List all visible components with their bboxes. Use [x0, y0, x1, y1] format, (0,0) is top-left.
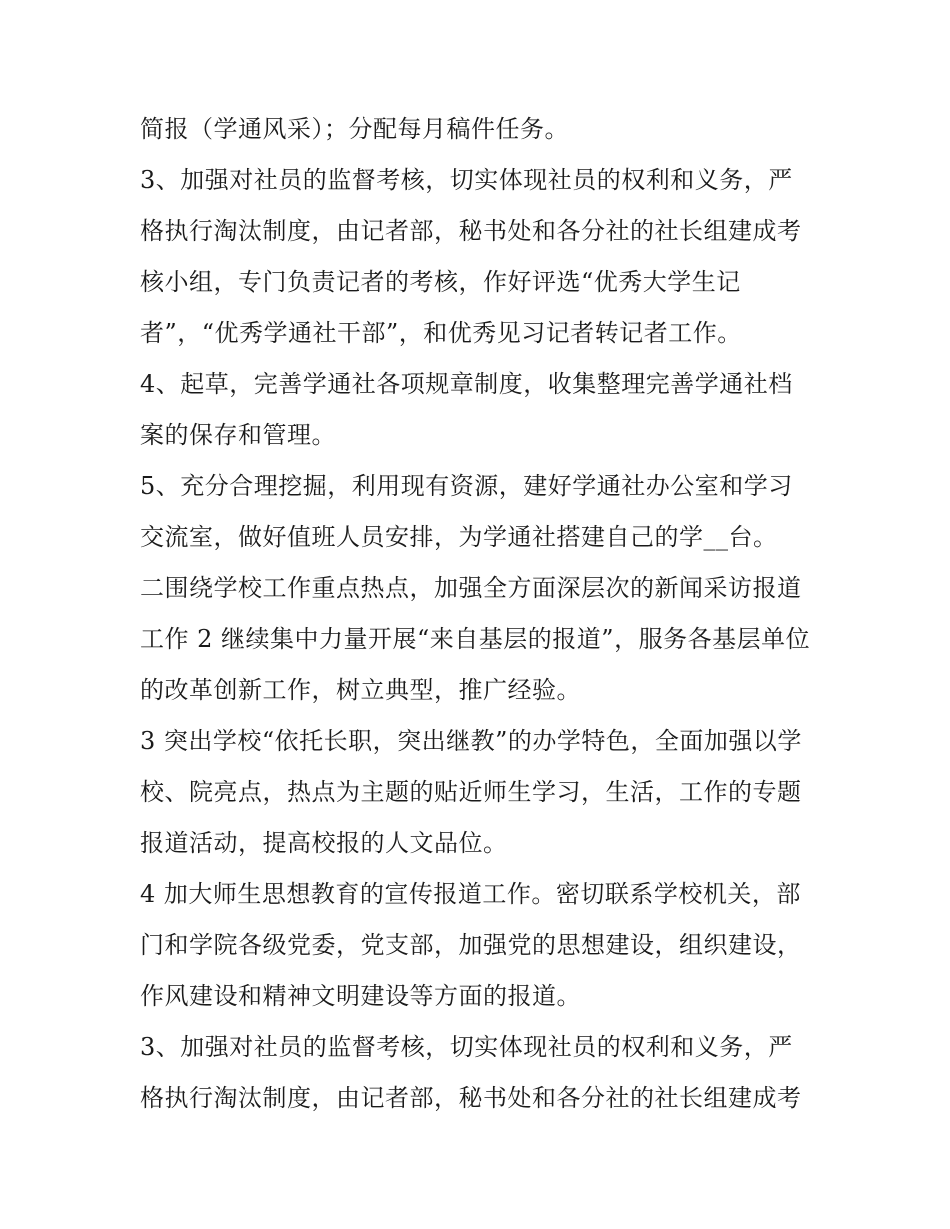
text-line: 3、加强对社员的监督考核，切实体现社员的权利和义务，严: [140, 1033, 793, 1061]
text-line: 案的保存和管理。: [140, 421, 336, 449]
text-line: 二围绕学校工作重点热点，加强全方面深层次的新闻采访报道: [140, 574, 802, 602]
text-line: 门和学院各级党委，党支部，加强党的思想建设，组织建设，: [140, 931, 802, 959]
text-line: 3、加强对社员的监督考核，切实体现社员的权利和义务，严: [140, 166, 793, 194]
text-line: 的改革创新工作，树立典型，推广经验。: [140, 676, 581, 704]
body-text: [140, 104, 830, 1124]
text-line: 工作 2 继续集中力量开展“来自基层的报道”，服务各基层单位: [140, 625, 811, 653]
text-line: 校、院亮点，热点为主题的贴近师生学习，生活，工作的专题: [140, 778, 802, 806]
text-line: 4、起草，完善学通社各项规章制度，收集整理完善学通社档: [140, 370, 793, 398]
text-line: 交流室，做好值班人员安排，为学通社搭建自己的学__台。: [140, 523, 778, 551]
text-line: 4 加大师生思想教育的宣传报道工作。密切联系学校机关，部: [140, 880, 801, 908]
text-line: 作风建设和精神文明建设等方面的报道。: [140, 982, 581, 1010]
text-line: 格执行淘汰制度，由记者部，秘书处和各分社的社长组建成考: [140, 1084, 802, 1112]
text-line: 3 突出学校“依托长职，突出继教”的办学特色，全面加强以学: [140, 727, 802, 755]
text-line: 5、充分合理挖掘，利用现有资源，建好学通社办公室和学习: [140, 472, 793, 500]
text-line: 者”，“优秀学通社干部”，和优秀见习记者转记者工作。: [140, 319, 742, 347]
text-line: 核小组，专门负责记者的考核，作好评选“优秀大学生记: [140, 268, 741, 296]
text-line: 报道活动，提高校报的人文品位。: [140, 829, 508, 857]
text-line: 格执行淘汰制度，由记者部，秘书处和各分社的社长组建成考: [140, 217, 802, 245]
text-line: 简报（学通风采）；分配每月稿件任务。: [140, 115, 569, 143]
